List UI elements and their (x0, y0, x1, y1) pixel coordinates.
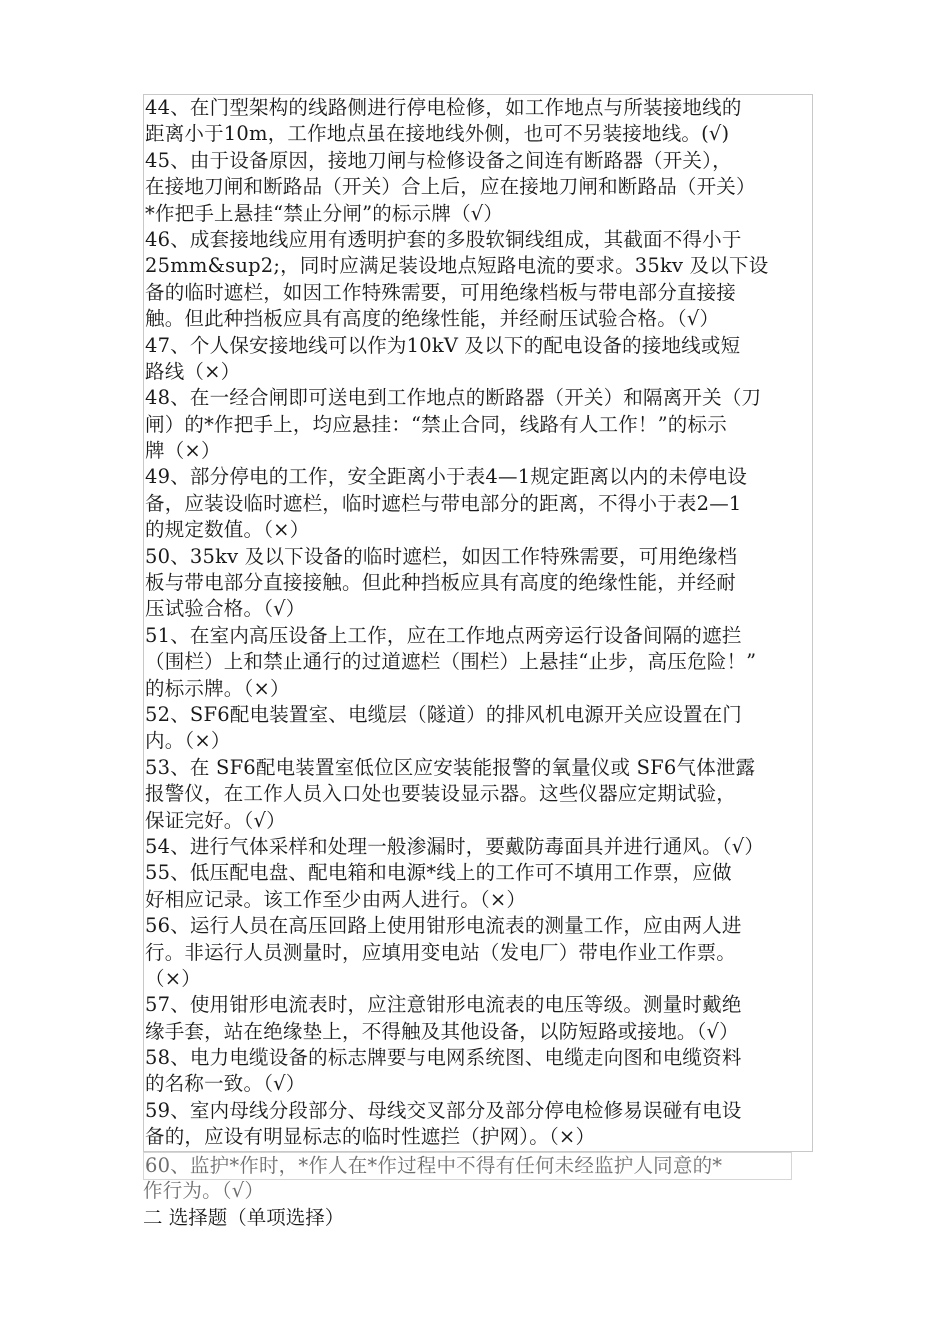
text-line: 行。非运行人员测量时，应填用变电站（发电厂）带电作业工作票。 (143, 940, 813, 966)
text-line: 57、使用钳形电流表时，应注意钳形电流表的电压等级。测量时戴绝 (143, 992, 813, 1018)
text-line: 55、低压配电盘、配电箱和电源*线上的工作可不填用工作票，应做 (143, 860, 813, 886)
text-line: 56、运行人员在高压回路上使用钳形电流表的测量工作，应由两人进 (143, 913, 813, 939)
text-line: 在接地刀闸和断路品（开关）合上后，应在接地刀闸和断路品（开关） (143, 174, 813, 200)
text-line: 好相应记录。该工作至少由两人进行。（×） (143, 887, 813, 913)
text-line: 报警仪，在工作人员入口处也要装设显示器。这些仪器应定期试验， (143, 781, 813, 807)
text-line: 58、电力电缆设备的标志牌要与电网系统图、电缆走向图和电缆资料 (143, 1045, 813, 1071)
text-line: 牌（×） (143, 438, 813, 464)
text-line: 板与带电部分直接接触。但此种挡板应具有高度的绝缘性能，并经耐 (143, 570, 813, 596)
text-line: 压试验合格。（√） (143, 596, 813, 622)
text-line: 闸）的*作把手上，均应悬挂：“禁止合同，线路有人工作！”的标示 (143, 412, 813, 438)
text-line: 49、部分停电的工作，安全距离小于表4—1规定距离以内的未停电设 (143, 464, 813, 490)
section-heading: 二 选择题（单项选择） (143, 1206, 345, 1230)
document-body (143, 94, 813, 1232)
text-line: 的名称一致。（√） (143, 1071, 813, 1097)
text-line: 53、在 SF6配电装置室低位区应安装能报警的氧量仪或 SF6气体泄露 (143, 755, 813, 781)
text-line: 59、室内母线分段部分、母线交叉部分及部分停电检修易误碰有电设 (143, 1098, 813, 1124)
text-line: 44、在门型架构的线路侧进行停电检修，如工作地点与所装接地线的 (143, 94, 813, 121)
text-line: 内。（×） (143, 728, 813, 754)
text-line: 52、SF6配电装置室、电缆层（隧道）的排风机电源开关应设置在门 (143, 702, 813, 728)
text-line: 51、在室内高压设备上工作，应在工作地点两旁运行设备间隔的遮拦 (143, 623, 813, 649)
question-list (143, 94, 813, 1152)
faded-text-line (143, 1152, 813, 1178)
text-line: （×） (143, 966, 813, 992)
text-line: 缘手套，站在绝缘垫上，不得触及其他设备，以防短路或接地。（√） (143, 1019, 813, 1045)
text-line: 保证完好。（√） (143, 808, 813, 834)
text-line: 路线（×） (143, 359, 813, 385)
text-line: 25mm&sup2;，同时应满足装设地点短路电流的要求。35kv 及以下设 (143, 253, 813, 279)
text-line: （围栏）上和禁止通行的过道遮栏（围栏）上悬挂“止步，高压危险！” (143, 649, 813, 675)
text-line: *作把手上悬挂“禁止分闸”的标示牌（√） (143, 201, 813, 227)
text-line: 46、成套接地线应用有透明护套的多股软铜线组成，其截面不得小于 (143, 227, 813, 253)
text-line: 50、35kv 及以下设备的临时遮栏，如因工作特殊需要，可用绝缘档 (143, 544, 813, 570)
text-line: 的规定数值。（×） (143, 517, 813, 543)
faded-question (143, 1152, 813, 1205)
faded-text-span: 作行为。（√） (143, 1179, 265, 1203)
text-line: 的标示牌。（×） (143, 676, 813, 702)
faded-text-line (143, 1178, 813, 1204)
text-line: 45、由于设备原因，接地刀闸与检修设备之间连有断路器（开关）， (143, 148, 813, 174)
text-line: 54、进行气体采样和处理一般渗漏时，要戴防毒面具并进行通风。（√） (143, 834, 813, 860)
text-line: 48、在一经合闸即可送电到工作地点的断路器（开关）和隔离开关（刀 (143, 385, 813, 411)
text-line: 触。但此种挡板应具有高度的绝缘性能，并经耐压试验合格。（√） (143, 306, 813, 332)
text-line: 47、个人保安接地线可以作为10kV 及以下的配电设备的接地线或短 (143, 333, 813, 359)
text-line: 备的临时遮栏，如因工作特殊需要，可用绝缘档板与带电部分直接接 (143, 280, 813, 306)
faded-text-span: 60、监护*作时，*作人在*作过程中不得有任何未经监护人同意的* (143, 1152, 792, 1180)
text-line: 备的，应设有明显标志的临时性遮拦（护网）。（×） (143, 1124, 813, 1151)
text-line: 距离小于10m，工作地点虽在接地线外侧，也可不另装接地线。(√) (143, 121, 813, 147)
text-line: 备，应装设临时遮栏，临时遮栏与带电部分的距离，不得小于表2—1 (143, 491, 813, 517)
